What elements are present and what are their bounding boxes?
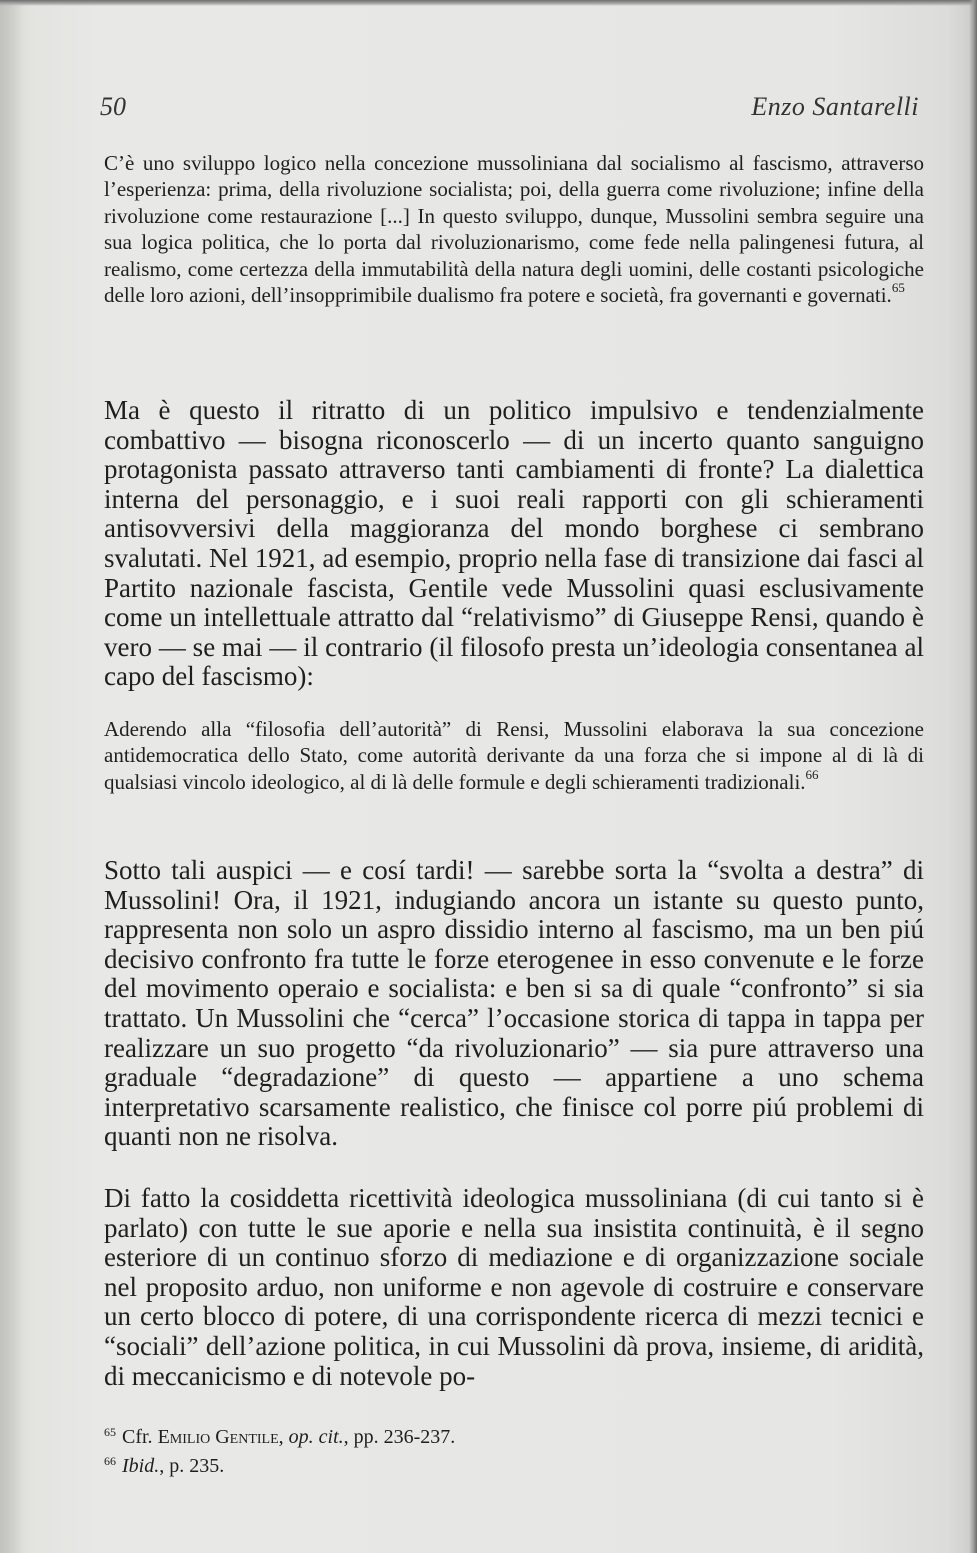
footnote-number: 66 bbox=[104, 1454, 116, 1468]
body-paragraph-1: Ma è questo il ritratto di un politico impulsivo e tendenzialmente combattivo — bisogna riconoscerlo — di un incerto quanto sanguigno protagonista passato attraverso tanti cambiamenti di fronte? La dialettica interna del personaggio, e i suoi reali rapporti con gli schieramenti antisovversivi della maggioranza del mondo borghese ci sembrano svalutati. Nel 1921, ad esempio, proprio nella fase di transizione dai fasci al Partito nazionale fascista, Gentile vede Mussolini quasi esclusivamente come un intellettuale attratto dal “relativismo” di Giuseppe Rensi, quando è vero — se mai — il contrario (il filosofo presta un’ideologia consentanea al capo del fascismo): bbox=[104, 395, 924, 692]
page-number: 50 bbox=[100, 92, 126, 121]
block-quote-2 bbox=[104, 716, 924, 795]
page-top-edge bbox=[0, 0, 977, 6]
footnote-pages: , pp. 236-237. bbox=[343, 1426, 456, 1448]
footnote-ref-65: 65 bbox=[891, 280, 905, 296]
body-paragraph-2: Sotto tali auspici — e cosí tardi! — sarebbe sorta la “svolta a destra” di Mussolini! Ora, il 1921, indugiando ancora un istante su questo punto, rappresenta non solo un aspro dissidio interno al fascismo, ma un ben piú decisivo confronto fra tutte le forze eterogenee in esso convenute e le forze del movimento operaio e socialista: e ben si sa di quale “confronto” si sia trattato. Un Mussolini che “cerca” l’occasione storica di tappa in tappa per realizzare un suo progetto “da rivoluzionario” — sia pure attraverso una graduale “degradazione” di questo — appartiene a uno schema interpretativo scarsamente realistico, che finisce col porre piú problemi di quanti non ne risolva. bbox=[104, 855, 924, 1152]
block-quote-2-text: Aderendo alla “filosofia dell’autorità” di Rensi, Mussolini elaborava la sua concezione antidemocratica dello Stato, come autorità derivante da una forza che si impone al di là di qualsiasi vincolo ideologico, al di là delle formule e degli schieramenti tradizionali. bbox=[104, 717, 924, 794]
body-paragraph-3: Di fatto la cosiddetta ricettività ideologica mussoliniana (di cui tanto si è parlato) con tutte le sue aporie e nella sua insistita continuità, è il segno esteriore di un continuo sforzo di mediazione e di organizzazione sociale nel proposito arduo, non uniforme e non agevole di costruire e conservare un certo blocco di potere, di una corrispondente ricerca di mezzi tecnici e “sociali” dell’azione politica, in cui Mussolini dà prova, insieme, di aridità, di meccanicismo e di notevole po- bbox=[104, 1183, 924, 1391]
footnote-work: op. cit. bbox=[288, 1426, 344, 1448]
page-right-edge bbox=[969, 0, 977, 1553]
block-quote-1 bbox=[104, 150, 924, 308]
running-head: Enzo Santarelli bbox=[751, 92, 919, 121]
footnote-65: $^{65}$ Cfr. Emilio Gentile, op. cit., pp. 236-237. bbox=[104, 1425, 456, 1448]
footnote-prefix: Cfr. bbox=[122, 1426, 153, 1448]
footnote-author: Emilio Gentile bbox=[157, 1426, 279, 1448]
footnote-pages: , p. 235. bbox=[159, 1455, 225, 1477]
page-gutter-shadow bbox=[0, 0, 22, 1553]
footnote-number: 65 bbox=[104, 1425, 116, 1439]
footnote-66 bbox=[104, 1449, 924, 1478]
block-quote-1-text: C’è uno sviluppo logico nella concezione mussoliniana dal socialismo al fascismo, attraverso l’esperienza: prima, della rivoluzione socialista; poi, della guerra come rivoluzione; infine della rivoluzione come restaurazione [...] In questo sviluppo, dunque, Mussolini sembra seguire una sua logica politica, che lo porta dal rivoluzionarismo, come fede nella palingenesi futura, al realismo, come certezza della immutabilità della natura degli uomini, delle costanti psicologiche delle loro azioni, dell’insopprimibile dualismo fra potere e società, fra governanti e governati. bbox=[104, 151, 924, 308]
footnote-ref-66: 66 bbox=[805, 766, 819, 782]
footnotes bbox=[104, 1420, 924, 1478]
footnote-work: Ibid. bbox=[122, 1455, 160, 1477]
